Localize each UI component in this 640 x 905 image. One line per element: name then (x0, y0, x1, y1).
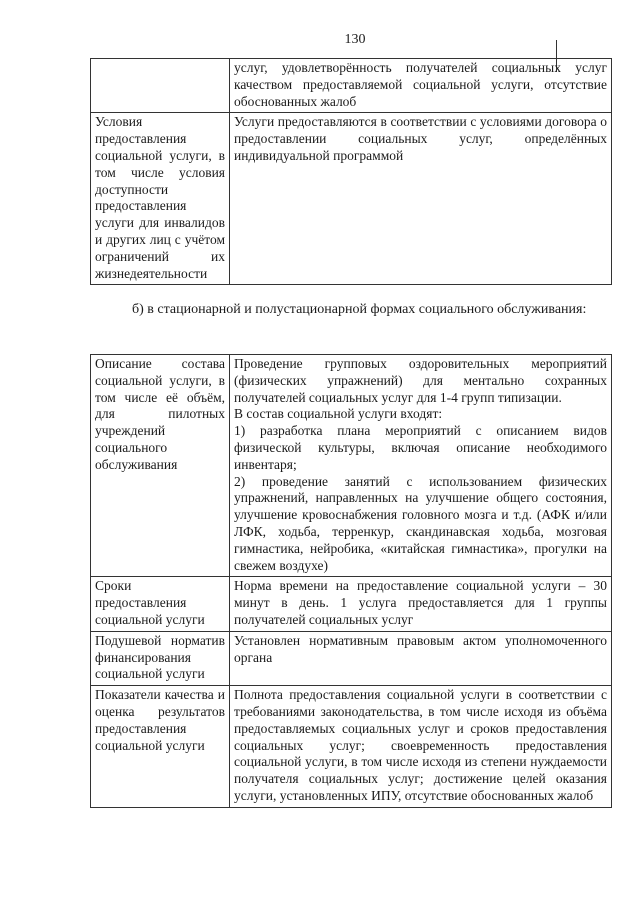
table-row (91, 355, 612, 577)
table-row (91, 686, 612, 808)
table-row (91, 577, 612, 631)
table-cell-left (91, 59, 230, 113)
indicators-text: Полнота предоставления социальной услуги в соответствии с требованиями законодательства, в том числе исходя из объёма предоставляемых социальных услуг и сроков предоставления социальных услуг; своевременность предоставления социальной услуги, в том числе исходя из степени нуждаемости получателя социальных услуг; достижение целей оказания услуги, установленных ИПУ, отсутствие обоснованных жалоб (230, 686, 612, 808)
table-row (91, 59, 612, 113)
conditions-label: Условия предоставления социальной услуги, в том числе условия доступности предоставления услуги для инвалидов и других лиц с учётом ограничений их жизнедеятельности (91, 113, 230, 285)
indicators-label: Показатели качества и оценка результатов предоставления социальной услуги (91, 686, 230, 808)
services-table-continuation (90, 58, 612, 285)
description-line: Проведение групповых оздоровительных мероприятий (физических упражнений) для ментально сохранных получателей социальных услуг для 1-4 групп типизации. (234, 356, 607, 405)
table-row (91, 631, 612, 685)
description-line: 2) проведение занятий с использованием физических упражнений, направленных на улучшение общего состояния, улучшение кровоснабжения головного мозга и т.д. (АФК и/или ЛФК, ходьба, терренкур, скандинавская ходьба, мозговая гимнастика, нейробика, «китайская гимнастика», прогулки на свежем воздухе) (234, 473, 607, 573)
page-number: 130 (344, 32, 366, 47)
norm-text: Установлен нормативным правовым актом уполномоченного органа (230, 631, 612, 685)
description-line: В состав социальной услуги входят: (234, 406, 443, 422)
terms-label: Сроки предоставления социальной услуги (91, 577, 230, 631)
description-label: Описание состава социальной услуги, в том числе её объём, для пилотных учреждений социального обслуживания (91, 355, 230, 577)
services-table-stationary (90, 354, 612, 808)
terms-text: Норма времени на предоставление социальной услуги – 30 минут в день. 1 услуга предоставляется для 1 группы получателей социальных услуг (230, 577, 612, 631)
conditions-text: Услуги предоставляются в соответствии с условиями договора о предоставлении социальных услуг, определённых индивидуальной программой (230, 113, 612, 285)
table-cell-right: услуг, удовлетворённость получателей социальных услуг качеством предоставляемой социальной услуги, отсутствие обоснованных жалоб (230, 59, 612, 113)
description-text (230, 355, 612, 577)
section-paragraph: б) в стационарной и полустационарной формах социального обслуживания: (132, 302, 587, 317)
table-row (91, 113, 612, 285)
norm-label: Подушевой норматив финансирования социальной услуги (91, 631, 230, 685)
description-line: 1) разработка плана мероприятий с описанием видов физической культуры, включая описание необходимого инвентаря; (234, 423, 607, 472)
